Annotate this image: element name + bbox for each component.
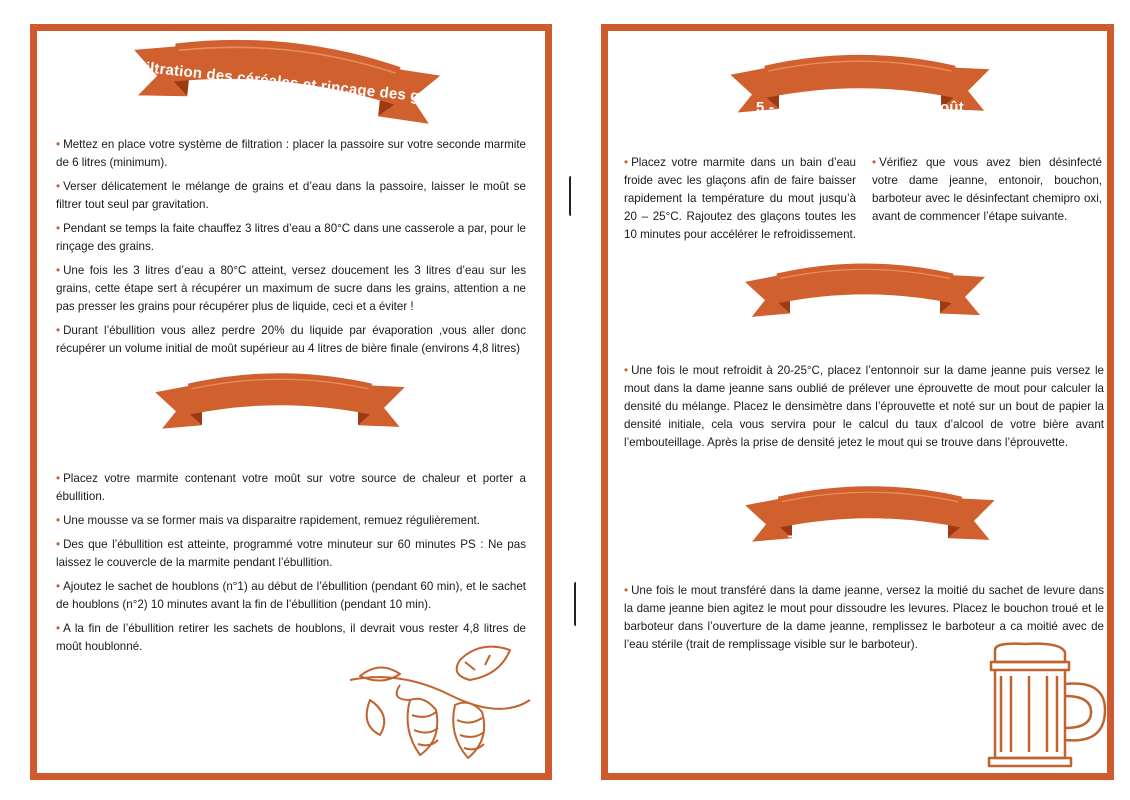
list-item: • Vérifiez que vous avez bien désinfecté votre dame jeanne, entonoir, bouchon, barboteur avec le désinfectant chemipro oxi, avant de commencer l’étape suivante.: [872, 156, 1102, 223]
list-item: • Placez votre marmite contenant votre moût sur votre source de chaleur et porter a ébullition.: [56, 472, 526, 503]
list-item: • Des que l’ébullition est atteinte, programmé votre minuteur sur 60 minutes PS : Ne pas laissez le couvercle de la marmite pendant l’ébullition.: [56, 538, 526, 569]
binding-mark: [574, 582, 579, 626]
list-item: • Verser délicatement le mélange de grains et d’eau dans la passoire, laisser le moût se filtrer tout seul par gravitation.: [56, 180, 526, 211]
list-item: • Une fois le mout transféré dans la dame jeanne, versez la moitié du sachet de levure dans la dame jeanne bien agitez le mout pour dissoudre les levures. Placez le bouchon troué et le barboteur dans l’ouverture de la dame jeanne, remplissez le barboteur a ca moitié avec de l’eau stérile (trait de remplissage visible sur le barboteur).: [624, 584, 1104, 651]
ribbon-section-6: [740, 250, 990, 342]
section-3-title: 3 - Filtration des céréales et rinçage des grains: [113, 56, 458, 109]
section-3-text: [56, 136, 526, 364]
hops-illustration: [340, 640, 540, 770]
ribbon-section-7: [740, 474, 1000, 566]
list-item: • Une mousse va se former mais va disparaitre rapidement, remuez régulièrement.: [56, 514, 480, 527]
section-5-title: 5 - Refroidissement du moût: [756, 99, 964, 116]
section-6-title: 6 - Transvasage: [799, 308, 931, 327]
beer-mug-illustration: [965, 640, 1115, 772]
ribbon-section-5: [725, 44, 995, 136]
list-item: • Placez votre marmite dans un bain d’eau froide avec les glaçons afin de faire baisser rapidement la température du mout jusqu’à 20 – 25°C. Rajoutez des glaçons toutes les 10 minutes pour accélérer le refroidissement.: [624, 156, 856, 241]
list-item: • Pendant se temps la faite chauffez 3 litres d’eau a 80°C dans une casserole a par, pour le rinçage des grains.: [56, 222, 526, 253]
section-4-title: 4 - Ébullition: [227, 422, 333, 441]
section-5-col-1: [624, 154, 856, 250]
list-item: • Une fois le mout refroidit à 20-25°C, placez l’entonnoir sur la dame jeanne puis versez le mout dans la dame jeanne sans oublié de prélever une éprouvette de mout pour calculer la densité du mélange. Placez le densimètre dans l’éprouvette et noté sur un bout de papier la densité initiale, cela vous servira pour le calcul du taux d’alcool de votre bière avant l’embouteillage. Après la prise de densité jetez le mout qui se trouve dans l’éprouvette.: [624, 364, 1104, 449]
section-5-col-2: [872, 154, 1102, 232]
section-6-text: [624, 362, 1104, 458]
list-item: • Mettez en place votre système de filtration : placer la passoire sur votre seconde marmite de 6 litres (minimum).: [56, 138, 526, 169]
binding-mark: [569, 176, 574, 216]
list-item: • Durant l’ébullition vous allez perdre 20% du liquide par évaporation ,vous aller donc récupérer un volume initial de moût supérieur au 4 litres de bière finale (environs 4,8 litres): [56, 324, 526, 355]
list-item: • Une fois les 3 litres d’eau a 80°C atteint, versez doucement les 3 litres d’eau sur les grains, cette étape sert à récupérer un maximum de sucre dans les grains, attention a ne pas presser les grains pour récupérer plus de liquide, ceci et a éviter !: [56, 264, 526, 313]
list-item: • A la fin de l’ébullition retirer les sachets de houblons, il devrait vous rester 4,8 litres de moût houblonné.: [56, 622, 526, 653]
list-item: • Ajoutez le sachet de houblons (n°1) au début de l’ébullition (pendant 60 min), et le sachet de houblons (n°2) 10 minutes avant la fin de l’ébullition (pendant 10 min).: [56, 580, 526, 611]
section-4-text: [56, 470, 526, 662]
ribbon-section-4: [150, 362, 410, 452]
section-7-title: 7- Ajout des levures: [787, 532, 953, 551]
